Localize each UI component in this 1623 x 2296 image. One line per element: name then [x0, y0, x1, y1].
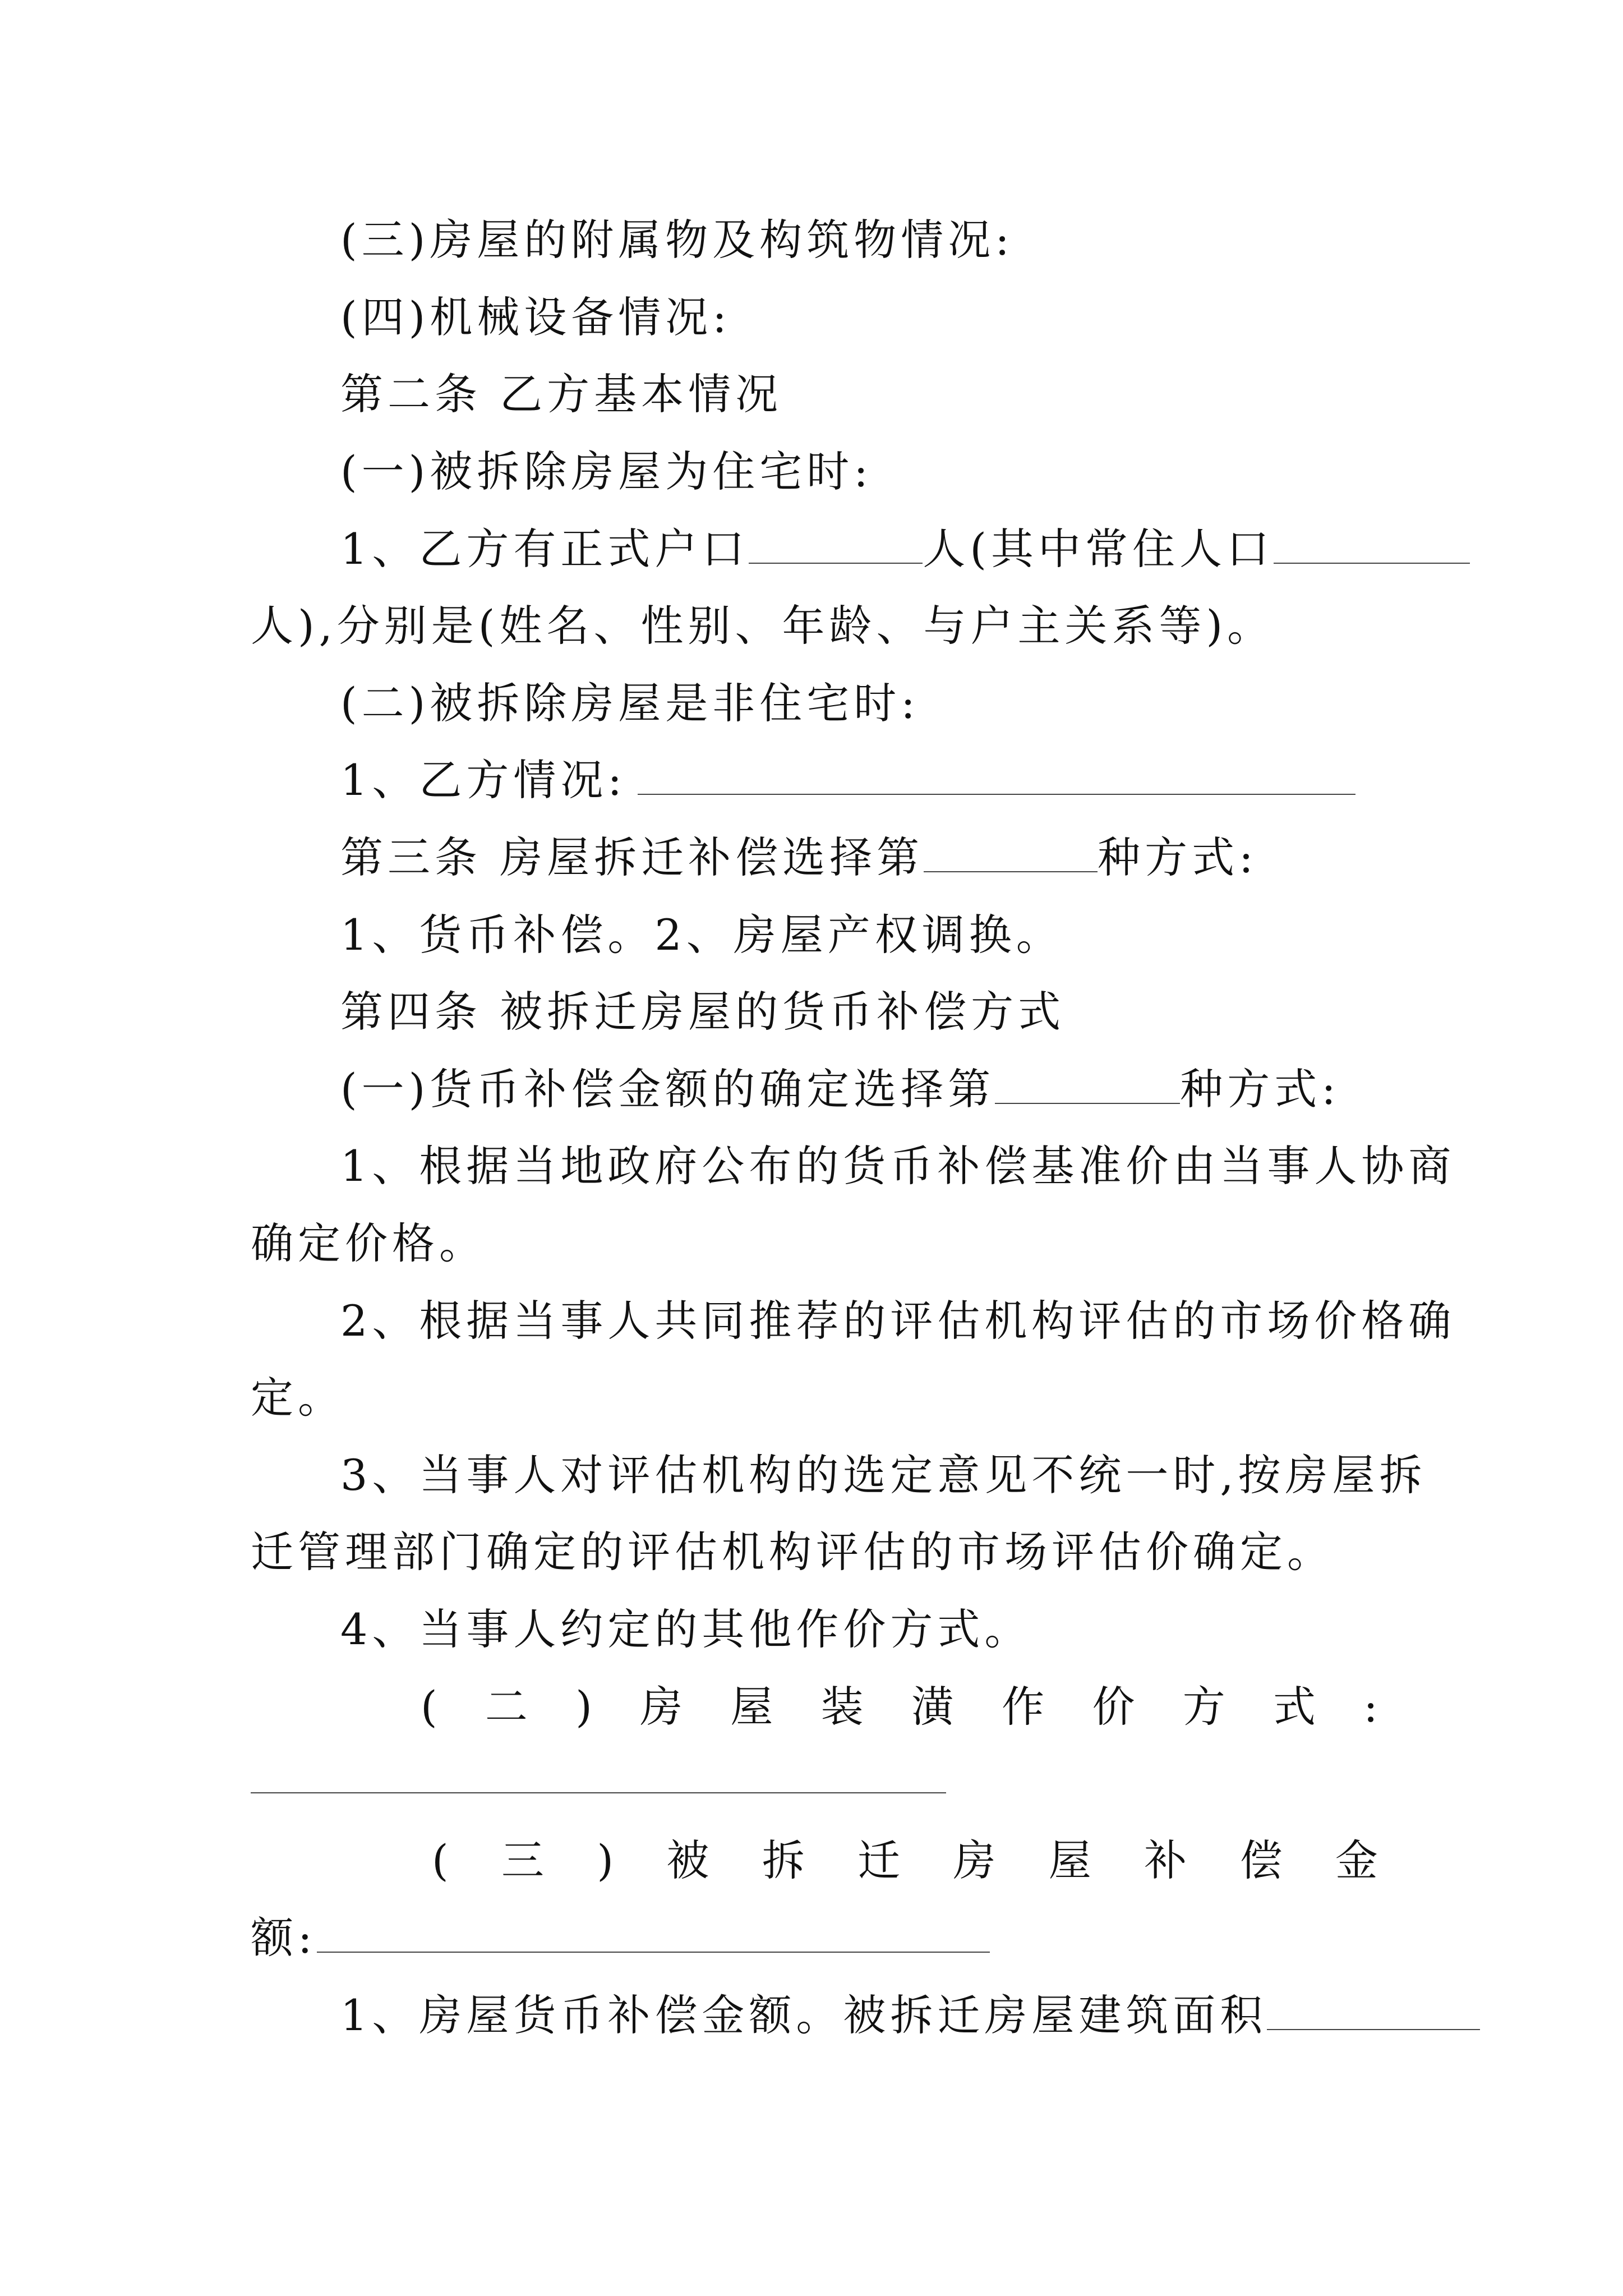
article-3-heading: [251, 827, 1378, 889]
para-compensation-amount-cont: [251, 1907, 1378, 1969]
para-decoration: [421, 1676, 1378, 1738]
para-nonresidential: (二)被拆除房屋是非住宅时:: [340, 678, 920, 728]
yifang-label: 1、乙方情况:: [340, 755, 626, 805]
char: 被: [666, 1835, 709, 1885]
decoration-blank[interactable]: [251, 1792, 946, 1793]
article-4-heading: 第四条 被拆迁房屋的货币补偿方式: [340, 987, 1066, 1037]
method-2: 2、根据当事人共同推荐的评估机构评估的市场价格确: [340, 1296, 1456, 1346]
para-hukou: [251, 518, 1378, 580]
money-choice-blank[interactable]: [995, 1067, 1180, 1104]
char: (: [432, 1835, 449, 1885]
char: (: [421, 1682, 437, 1732]
art3-choice-blank[interactable]: [924, 835, 1098, 872]
money-text-b: 种方式:: [1180, 1064, 1340, 1114]
para-area: [251, 1985, 1378, 2046]
char: 方: [1182, 1682, 1225, 1732]
yifang-blank[interactable]: [638, 758, 1355, 795]
para-appurtenances: (三)房屋的附属物及构筑物情况:: [340, 215, 1014, 265]
area-blank[interactable]: [1267, 1993, 1480, 2030]
char: 房: [640, 1682, 683, 1732]
method-4: 4、当事人约定的其他作价方式。: [340, 1604, 1032, 1654]
method-1-cont: 确定价格。: [251, 1218, 486, 1268]
para-hukou-cont: 人),分别是(姓名、性别、年龄、与户主关系等)。: [251, 601, 1275, 651]
compensation-amount-blank[interactable]: [317, 1916, 990, 1953]
para-options: 1、货币补偿。2、房屋产权调换。: [340, 910, 1063, 960]
char: :: [1363, 1682, 1378, 1732]
char: 屋: [1048, 1835, 1091, 1885]
char: 屋: [730, 1682, 773, 1732]
para-residential: (一)被拆除房屋为住宅时:: [340, 447, 873, 496]
method-1: 1、根据当地政府公布的货币补偿基准价由当事人协商: [340, 1141, 1456, 1191]
char: 金: [1335, 1835, 1378, 1885]
char: 式: [1272, 1682, 1316, 1732]
method-2-cont: 定。: [251, 1373, 345, 1423]
para-machinery: (四)机械设备情况:: [340, 292, 731, 342]
hukou-text-a: 1、乙方有正式户口: [340, 524, 749, 574]
char: 装: [820, 1682, 864, 1732]
para-money-method: [251, 1059, 1378, 1120]
char: 价: [1092, 1682, 1135, 1732]
e-label: 额:: [251, 1913, 317, 1963]
area-label: 1、房屋货币补偿金额。被拆迁房屋建筑面积: [340, 1990, 1267, 2040]
char: ): [597, 1835, 614, 1885]
char: 偿: [1239, 1835, 1283, 1885]
resident-count-blank[interactable]: [1274, 527, 1470, 564]
char: 二: [485, 1682, 528, 1732]
char: 补: [1144, 1835, 1187, 1885]
art3-text-b: 种方式:: [1098, 832, 1258, 882]
method-3: 3、当事人对评估机构的选定意见不统一时,按房屋拆: [340, 1450, 1427, 1500]
para-compensation-amount: [432, 1830, 1378, 1892]
para-yifang: [251, 749, 1378, 811]
char: 迁: [857, 1835, 901, 1885]
char: 房: [953, 1835, 996, 1885]
char: 拆: [762, 1835, 805, 1885]
char: 作: [1002, 1682, 1045, 1732]
hukou-count-blank[interactable]: [749, 527, 923, 564]
hukou-text-b: 人(其中常住人口: [923, 524, 1274, 574]
money-text-a: (一)货币补偿金额的确定选择第: [340, 1064, 995, 1114]
char: 三: [501, 1835, 545, 1885]
art3-text-a: 第三条 房屋拆迁补偿选择第: [340, 832, 924, 882]
article-2-heading: 第二条 乙方基本情况: [340, 369, 783, 419]
char: 潢: [911, 1682, 954, 1732]
method-3-cont: 迁管理部门确定的评估机构评估的市场评估价确定。: [251, 1527, 1334, 1577]
char: ): [575, 1682, 592, 1732]
